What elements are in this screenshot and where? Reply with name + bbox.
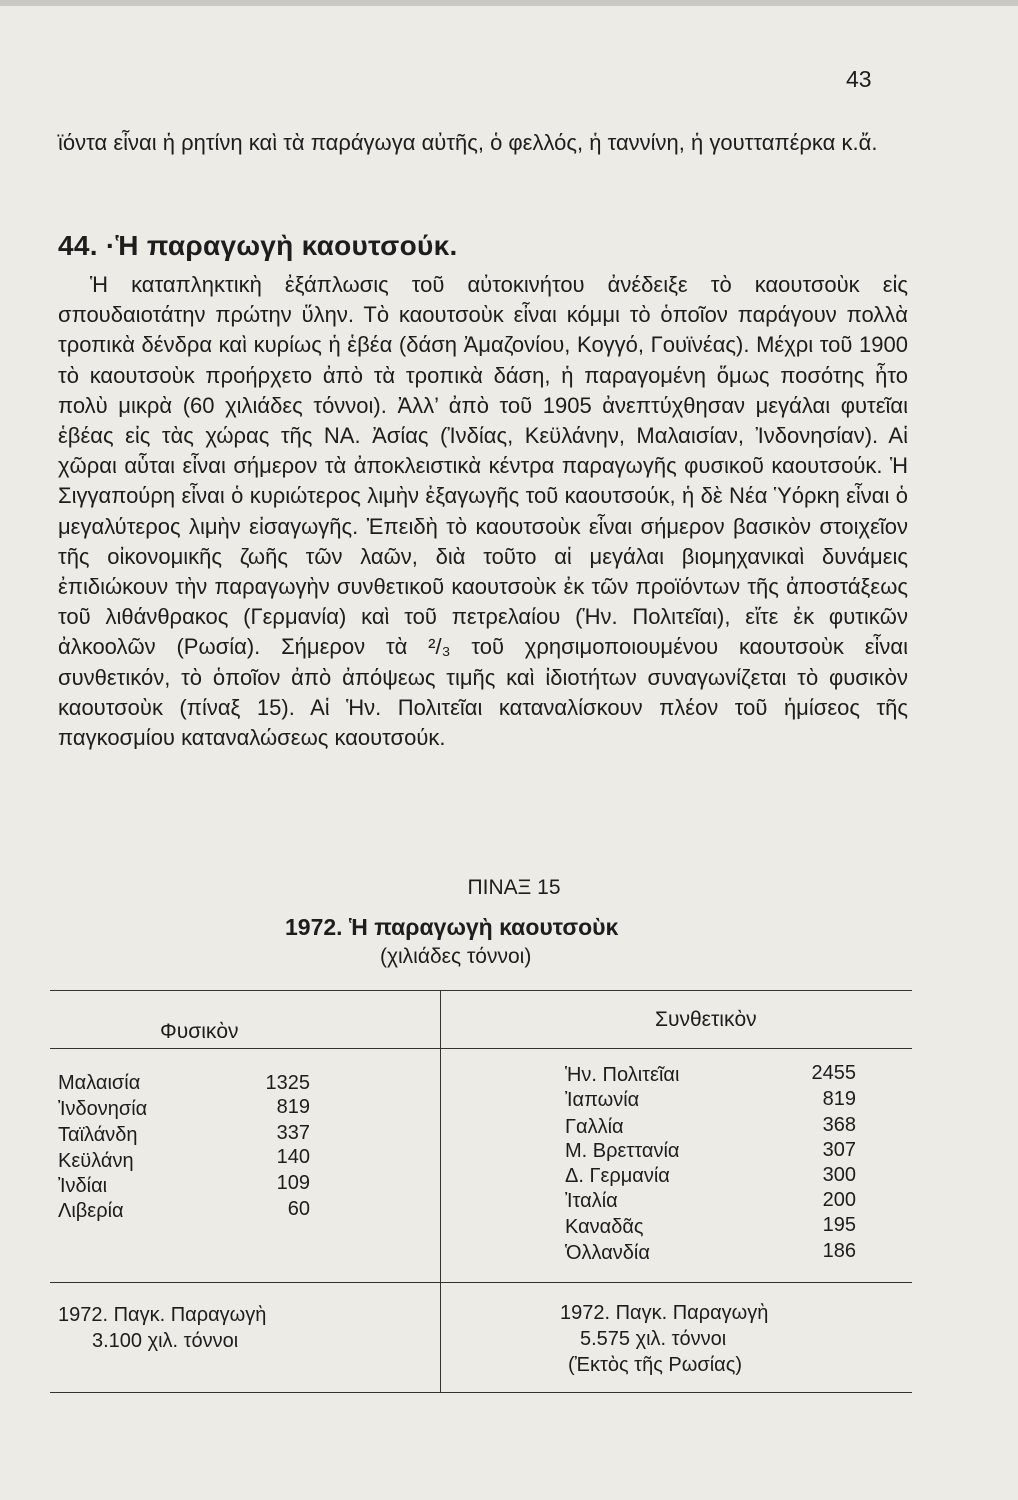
table-top-rule [50,990,912,991]
synthetic-value: 200 [822,1189,856,1211]
synthetic-total [560,1300,768,1378]
natural-value: 140 [276,1146,310,1168]
natural-value: 109 [276,1172,310,1194]
section-body [58,270,908,753]
table-middle-rule [50,1282,912,1283]
synthetic-total-label: 1972. Παγκ. Παραγωγὴ [560,1302,769,1324]
natural-country: Ἰνδίαι [58,1175,108,1197]
synthetic-value: 368 [822,1114,856,1136]
right-header-rule [440,1048,912,1049]
synthetic-country: Ὁλλανδία [565,1242,650,1264]
natural-country: Μαλαισία [58,1072,141,1094]
synthetic-country: Ἰαπωνία [565,1089,640,1111]
synthetic-country: Μ. Βρεττανία [565,1140,680,1162]
synthetic-country: Ἰταλία [565,1190,618,1212]
natural-value: 1325 [265,1072,310,1094]
synthetic-total-value: 5.575 χιλ. τόννοι [580,1328,727,1350]
natural-country: Ταϊλάνδη [58,1124,138,1146]
synthetic-country: Γαλλία [565,1116,624,1138]
natural-country: Λιβερία [58,1200,124,1222]
synthetic-country: Καναδᾶς [565,1216,644,1238]
natural-value: 819 [276,1096,310,1118]
natural-country: Ἰνδονησία [58,1098,148,1120]
page-number: 43 [846,66,872,92]
table-bottom-rule [50,1392,912,1393]
synthetic-value: 307 [822,1139,856,1161]
natural-value: 60 [287,1198,310,1220]
synthetic-value: 300 [822,1164,856,1186]
left-header-rule [50,1048,440,1049]
natural-total-value: 3.100 χιλ. τόννοι [92,1330,239,1352]
synthetic-country: Ἡν. Πολιτεῖαι [565,1064,680,1086]
natural-total [58,1302,266,1354]
synthetic-column-header: Συνθετικὸν [655,1008,757,1031]
synthetic-total-note: (Ἐκτὸς τῆς Ρωσίας) [568,1354,742,1376]
synthetic-country: Δ. Γερμανία [565,1165,670,1187]
page-top-edge [0,0,1018,6]
natural-column-header: Φυσικὸν [160,1020,239,1043]
table-title: 1972. Ἡ παραγωγὴ καουτσοὺκ [285,914,619,940]
table-column-divider [440,990,441,1392]
synthetic-value: 186 [822,1240,856,1262]
synthetic-value: 819 [822,1088,856,1110]
body-paragraph: Ἡ καταπληκτικὴ ἐξάπλωσις τοῦ αὐτοκινήτου ἀνέδειξε τὸ καουτσοὺκ εἰς σπουδαιοτάτην πρώτην ὕλην. Τὸ καουτσοὺκ εἶναι κόμμι τὸ ὁποῖον παράγουν πολλὰ τροπικὰ δένδρα καὶ κυρίως ἡ ἑβέα (δάση Ἀμαζονίου, Κογγό, Γουϊνέας). Μέχρι τοῦ 1900 τὸ καουτσοὺκ προήρχετο ἀπὸ τὰ τροπικὰ δάση, ἡ παραγομένη ὅμως ποσότης ἦτο πολὺ μικρὰ (60 χιλιάδες τόννοι). Ἀλλ’ ἀπὸ τοῦ 1905 ἀνεπτύχθησαν μεγάλαι φυτεῖαι ἑβέας εἰς τὰς χώρας τῆς ΝΑ. Ἀσίας (Ἰνδίας, Κεϋλάνην, Μαλαισίαν, Ἰνδονησίαν). Αἱ χῶραι αὗται εἶναι σήμερον τὰ ἀποκλειστικὰ κέντρα παραγωγῆς φυσικοῦ καουτσούκ. Ἡ Σιγγαπούρη εἶναι ὁ κυριώτερος λιμὴν ἐξαγωγῆς τοῦ καουτσούκ, ἡ δὲ Νέα Ὑόρκη εἶναι ὁ μεγαλύτερος λιμὴν εἰσαγωγῆς. Ἐπειδὴ τὸ καουτσοὺκ εἶναι σήμερον βασικὸν στοιχεῖον τῆς οἰκονομικῆς ζωῆς τῶν λαῶν, διὰ τοῦτο αἱ μεγάλαι βιομηχανικαὶ δυνάμεις ἐπιδιώκουν τὴν παραγωγὴν συνθετικοῦ καουτσοὺκ ἐκ τῶν προϊόντων τῆς ἀποστάξεως τοῦ λιθάνθρακος (Γερμανία) καὶ τοῦ πετρελαίου (Ἡν. Πολιτεῖαι), εἴτε ἐκ φυτικῶν ἀλκοολῶν (Ρωσία). Σήμερον τὰ ²/₃ τοῦ χρησιμοποιουμένου καουτσοὺκ εἶναι συνθετικόν, τὸ ὁποῖον ἀπὸ ἀπόψεως τιμῆς καὶ ἰδιοτήτων συναγωνίζεται τὸ φυσικὸν καουτσοὺκ (πίναξ 15). Αἱ Ἡν. Πολιτεῖαι καταναλίσκουν πλέον τοῦ ἡμίσεος τῆς παγκοσμίου καταναλώσεως καουτσούκ. [58,272,908,751]
synthetic-value: 2455 [811,1062,856,1084]
natural-value: 337 [276,1122,310,1144]
section-heading: 44. ·Ἡ παραγωγὴ καουτσούκ. [58,230,458,261]
natural-country: Κεϋλάνη [58,1150,134,1172]
table-unit: (χιλιάδες τόννοι) [380,945,532,968]
synthetic-value: 195 [822,1214,856,1236]
table-label: ΠΙΝΑΞ 15 [467,876,561,899]
natural-total-label: 1972. Παγκ. Παραγωγὴ [58,1304,267,1326]
intro-text: ϊόντα εἶναι ἡ ρητίνη καὶ τὰ παράγωγα αὐτῆς, ὁ φελλός, ἡ ταννίνη, ἡ γουτταπέρκα κ.ἄ. [58,130,878,155]
